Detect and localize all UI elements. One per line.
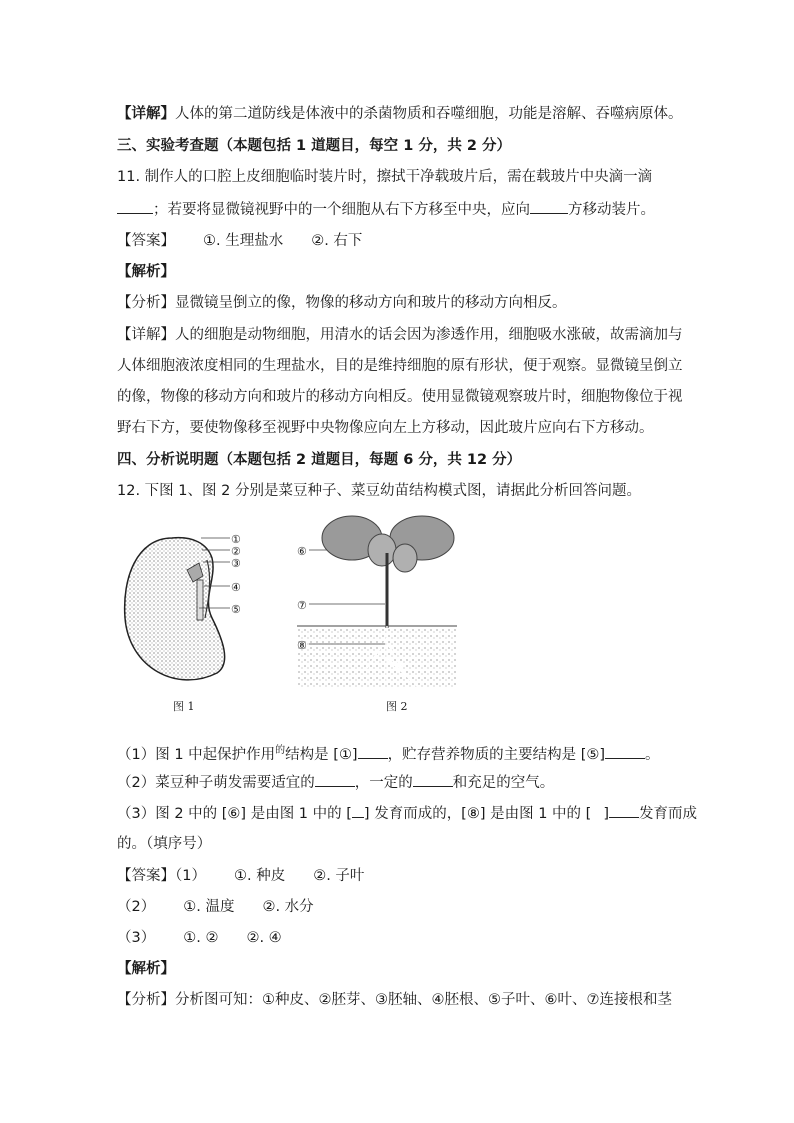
figure-1-caption: 图 1 bbox=[173, 700, 195, 713]
q12-sub2-text-a: （2）菜豆种子萌发需要适宜的 bbox=[117, 775, 315, 791]
answer-num: （2） bbox=[117, 899, 156, 915]
fig2-label-7: ⑦ bbox=[297, 599, 307, 612]
q12-answer-2a: ①. 温度 bbox=[183, 899, 235, 915]
section-3-title: 三、实验考查题（本题包括 1 道题目，每空 1 分，共 2 分） bbox=[117, 138, 512, 154]
q11-answer bbox=[117, 231, 362, 251]
q12-analysis-label: 【解析】 bbox=[117, 961, 175, 977]
q11-stem-line2 bbox=[117, 199, 655, 220]
q11-stem-line1: 11. 制作人的口腔上皮细胞临时装片时，擦拭干净载玻片后，需在载玻片中央滴一滴 bbox=[117, 169, 653, 185]
fenxi-text: 分析图可知：①种皮、②胚芽、③胚轴、④胚根、⑤子叶、⑥叶、⑦连接根和茎 bbox=[175, 992, 672, 1008]
bean-diagram bbox=[117, 508, 467, 718]
q12-sub1 bbox=[117, 741, 660, 765]
q12-blank-3 bbox=[315, 772, 355, 787]
detail-text: 人的细胞是动物细胞，用清水的话会因为渗透作用，细胞吸水涨破，故需滴加与 bbox=[175, 327, 683, 343]
fenxi-label: 【分析】 bbox=[117, 295, 175, 311]
q12-blank-5 bbox=[352, 803, 364, 818]
q11-answer-1: ①. 生理盐水 bbox=[203, 233, 284, 249]
q12-answer-1a: ①. 种皮 bbox=[233, 868, 286, 884]
q12-answer-3 bbox=[117, 928, 282, 948]
detail-label: 【详解】 bbox=[117, 106, 175, 122]
q12-sub1-small: 的 bbox=[275, 745, 286, 756]
q12-sub1-text-a: （1）图 1 中起保护作用 bbox=[117, 746, 276, 763]
fig1-label-1: ① bbox=[231, 533, 241, 546]
q11-answer-2: ②. 右下 bbox=[311, 233, 363, 249]
q12-sub3 bbox=[117, 803, 697, 824]
q11-detail-line2: 人体细胞液浓度相同的生理盐水，目的是维持细胞的原有形状，便于观察。显微镜呈倒立 bbox=[117, 358, 683, 374]
q12-sub1-text-d: 。 bbox=[645, 746, 660, 763]
q12-sub3-text-a: （3）图 2 中的 [⑥] 是由图 1 中的 [ bbox=[117, 806, 352, 822]
detail-text: 人体的第二道防线是体液中的杀菌物质和吞噬细胞，功能是溶解、吞噬病原体。 bbox=[175, 106, 683, 122]
q12-answer-1 bbox=[117, 866, 364, 886]
q12-sub1-text-b: 结构是 [①] bbox=[285, 746, 358, 763]
fenxi-text: 显微镜呈倒立的像，物像的移动方向和玻片的移动方向相反。 bbox=[175, 295, 567, 311]
fig1-label-2: ② bbox=[231, 545, 241, 558]
q11-blank-2 bbox=[530, 199, 568, 214]
answer-num: （3） bbox=[117, 930, 156, 946]
q12-sub1-text-c: ，贮存营养物质的主要结构是 [⑤] bbox=[387, 746, 606, 763]
q12-answer-2 bbox=[117, 897, 314, 917]
fig1-label-4: ④ bbox=[231, 581, 241, 594]
q12-blank-4 bbox=[413, 772, 453, 787]
q12-sub3-text-c: ] bbox=[603, 806, 609, 822]
q12-blank-1 bbox=[358, 744, 388, 759]
q11-analysis-label: 【解析】 bbox=[117, 264, 175, 280]
q11-fenxi bbox=[117, 293, 567, 313]
q12-sub2-text-c: 和充足的空气。 bbox=[452, 775, 555, 791]
detail-label: 【详解】 bbox=[117, 327, 175, 343]
q12-stem: 12. 下图 1、图 2 分别是菜豆种子、菜豆幼苗结构模式图，请据此分析回答问题。 bbox=[117, 483, 641, 499]
q12-answer-2b: ②. 水分 bbox=[262, 899, 314, 915]
q12-sub3-text-d: 发育而成 bbox=[639, 806, 697, 822]
section-4-title: 四、分析说明题（本题包括 2 道题目，每题 6 分，共 12 分） bbox=[117, 452, 522, 468]
q12-sub2-text-b: ，一定的 bbox=[354, 775, 413, 791]
q11-stem-text-end: 方移动装片。 bbox=[568, 202, 655, 218]
q12-blank-2 bbox=[605, 744, 645, 759]
answer-label: 【答案】 bbox=[117, 868, 175, 884]
answer-label: 【答案】 bbox=[117, 233, 175, 249]
fig1-label-5: ⑤ bbox=[231, 603, 241, 616]
q11-detail-line4: 野右下方，要使物像移至视野中央物像应向左上方移动，因此玻片应向右下方移动。 bbox=[117, 420, 654, 436]
q12-sub3-text-b: ] 发育而成的，[⑧] 是由图 1 中的 [ bbox=[363, 806, 592, 822]
q12-blank-6 bbox=[609, 803, 639, 818]
q12-sub2 bbox=[117, 772, 554, 793]
q12-answer-3a: ①. ② bbox=[183, 930, 219, 946]
fig2-label-6: ⑥ bbox=[297, 545, 307, 558]
fig2-label-8: ⑧ bbox=[297, 639, 307, 652]
q12-answer-1b: ②. 子叶 bbox=[313, 868, 365, 884]
q12-sub3-cont: 的。（填序号） bbox=[117, 836, 212, 852]
figure-1-seed bbox=[125, 538, 230, 680]
fig1-label-3: ③ bbox=[231, 557, 241, 570]
figure-2-seedling bbox=[297, 516, 457, 688]
q12-fenxi bbox=[117, 990, 672, 1010]
q12-figures bbox=[117, 508, 467, 718]
q11-blank-1 bbox=[117, 199, 153, 214]
q11-detail-line1 bbox=[117, 325, 683, 345]
fenxi-label: 【分析】 bbox=[117, 992, 175, 1008]
detail-paragraph-q10 bbox=[117, 104, 683, 124]
figure-2-caption: 图 2 bbox=[386, 700, 408, 713]
answer-num: （1） bbox=[175, 868, 206, 884]
q11-detail-line3: 的像，物像的移动方向和玻片的移动方向相反。使用显微镜观察玻片时，细胞物像位于视 bbox=[117, 389, 683, 405]
q12-answer-3b: ②. ④ bbox=[246, 930, 282, 946]
q11-stem-text: ；若要将显微镜视野中的一个细胞从右下方移至中央，应向 bbox=[153, 202, 530, 218]
